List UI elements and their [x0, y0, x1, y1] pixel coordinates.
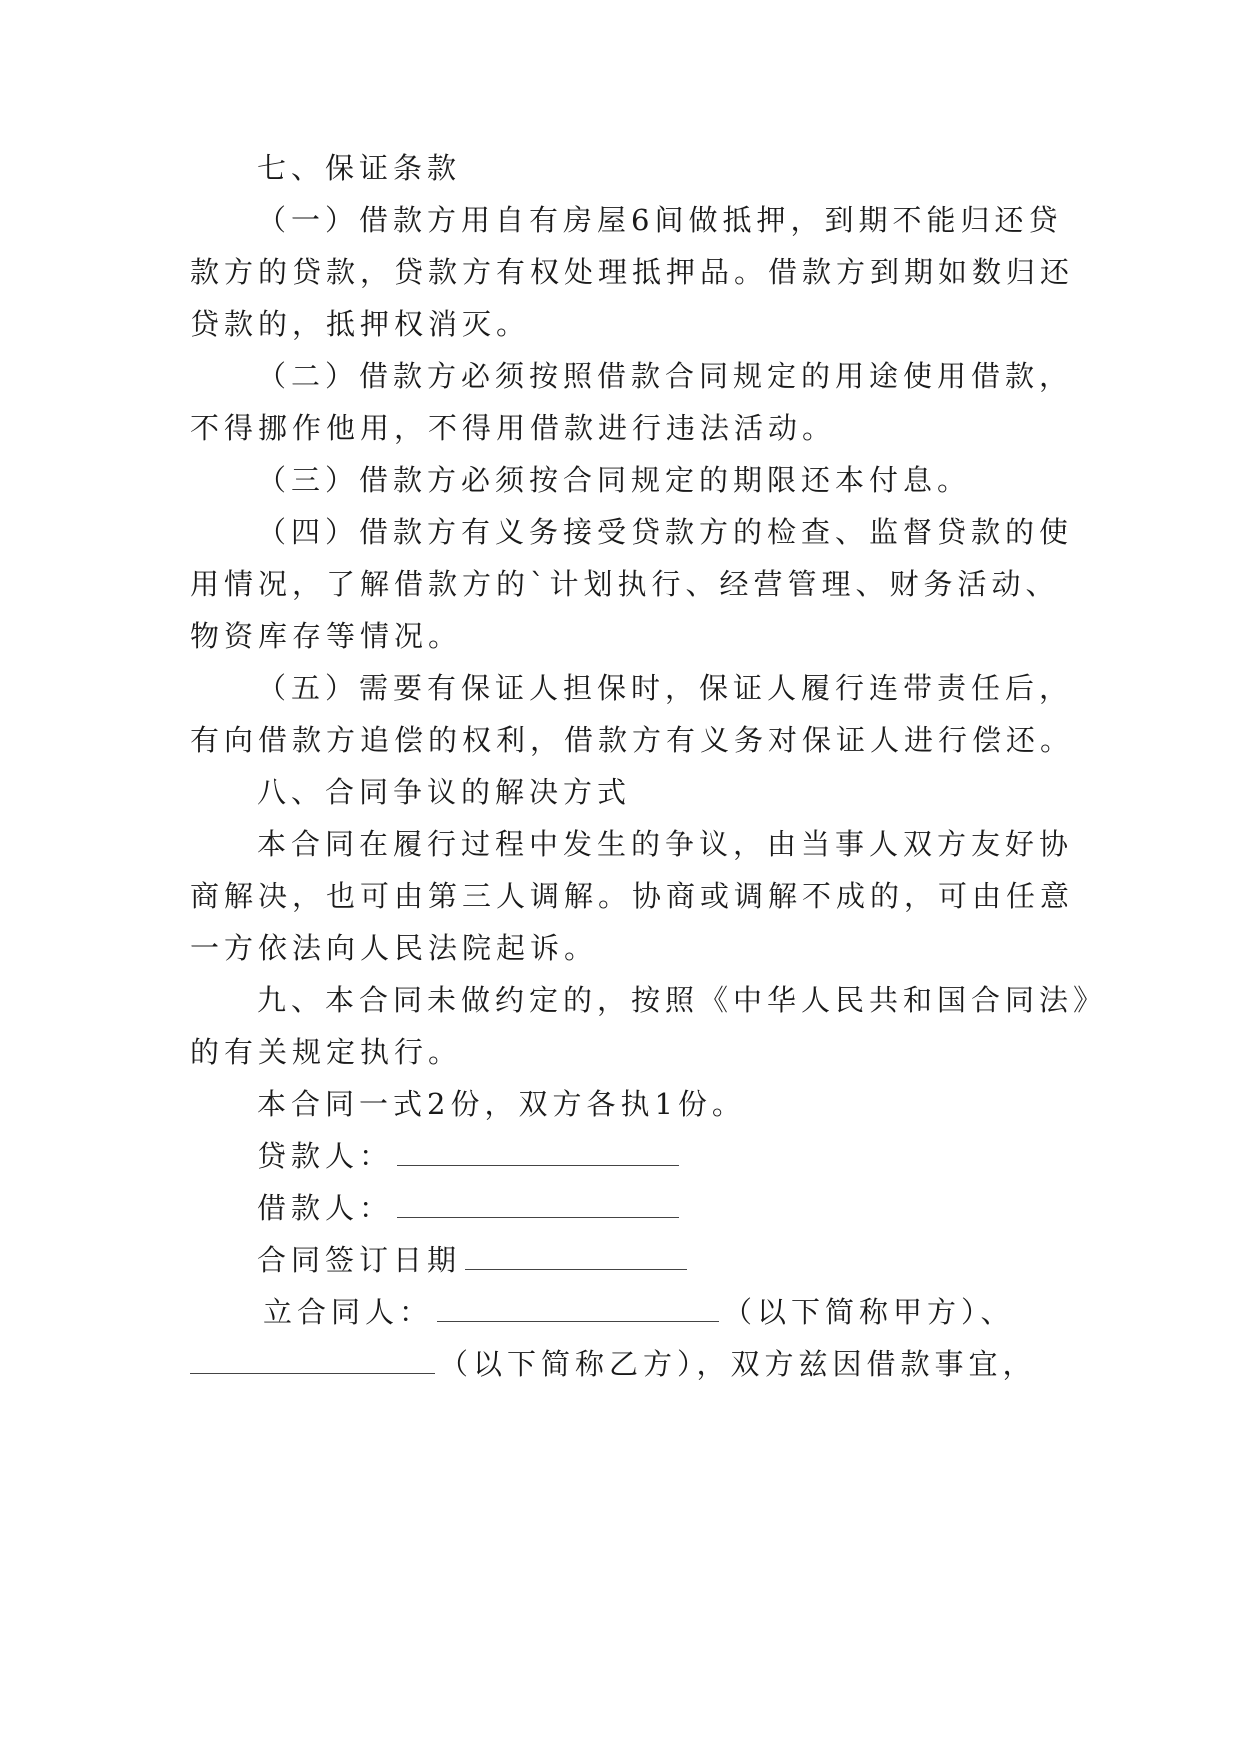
clause-1-line-2: 款方的贷款，贷款方有权处理抵押品。借款方到期如数归还 [190, 255, 1075, 289]
party-a-blank[interactable] [437, 1295, 719, 1322]
section-7-title: 七、保证条款 [257, 151, 462, 185]
lender-blank[interactable] [397, 1139, 679, 1166]
clause-1-line-3: 贷款的，抵押权消灭。 [190, 307, 531, 341]
section-8-line-2: 商解决，也可由第三人调解。协商或调解不成的，可由任意 [190, 879, 1075, 913]
borrower-blank[interactable] [397, 1191, 679, 1218]
sign-date-row [257, 1240, 691, 1280]
party-b-suffix: （以下简称乙方），双方兹因借款事宜， [439, 1347, 1037, 1381]
clause-3-line-1: （三）借款方必须按合同规定的期限还本付息。 [257, 463, 972, 497]
clause-5-line-2: 有向借款方追偿的权利，借款方有义务对保证人进行偿还。 [190, 723, 1075, 757]
clause-2-line-1: （二）借款方必须按照借款合同规定的用途使用借款， [257, 359, 1074, 393]
clause-4-line-1: （四）借款方有义务接受贷款方的检查、监督贷款的使 [257, 515, 1074, 549]
sign-date-label: 合同签订日期 [257, 1243, 462, 1277]
party-a-row [263, 1292, 1015, 1332]
party-b-row [190, 1344, 1037, 1384]
clause-2-line-2: 不得挪作他用，不得用借款进行违法活动。 [190, 411, 837, 445]
party-a-suffix: （以下简称甲方）、 [723, 1295, 1015, 1329]
section-8-line-1: 本合同在履行过程中发生的争议，由当事人双方友好协 [257, 827, 1074, 861]
borrower-label: 借款人： [257, 1191, 394, 1225]
clause-5-line-1: （五）需要有保证人担保时，保证人履行连带责任后， [257, 671, 1074, 705]
lender-label: 贷款人： [257, 1139, 394, 1173]
clause-4-line-2: 用情况，了解借款方的`计划执行、经营管理、财务活动、 [190, 567, 1060, 601]
section-8-title: 八、合同争议的解决方式 [257, 775, 632, 809]
party-b-blank[interactable] [190, 1347, 435, 1374]
section-9-line-2: 的有关规定执行。 [190, 1035, 463, 1069]
party-label: 立合同人： [263, 1295, 434, 1329]
section-8-line-3: 一方依法向人民法院起诉。 [190, 931, 599, 965]
borrower-signature-row [257, 1188, 683, 1228]
clause-4-line-3: 物资库存等情况。 [190, 619, 463, 653]
clause-1-line-1: （一）借款方用自有房屋6间做抵押，到期不能归还贷 [257, 203, 1063, 237]
lender-signature-row [257, 1136, 683, 1176]
section-9-line-1: 九、本合同未做约定的，按照《中华人民共和国合同法》 [257, 983, 1108, 1017]
copies-statement: 本合同一式2份，双方各执1份。 [257, 1087, 746, 1121]
sign-date-blank[interactable] [465, 1243, 687, 1270]
